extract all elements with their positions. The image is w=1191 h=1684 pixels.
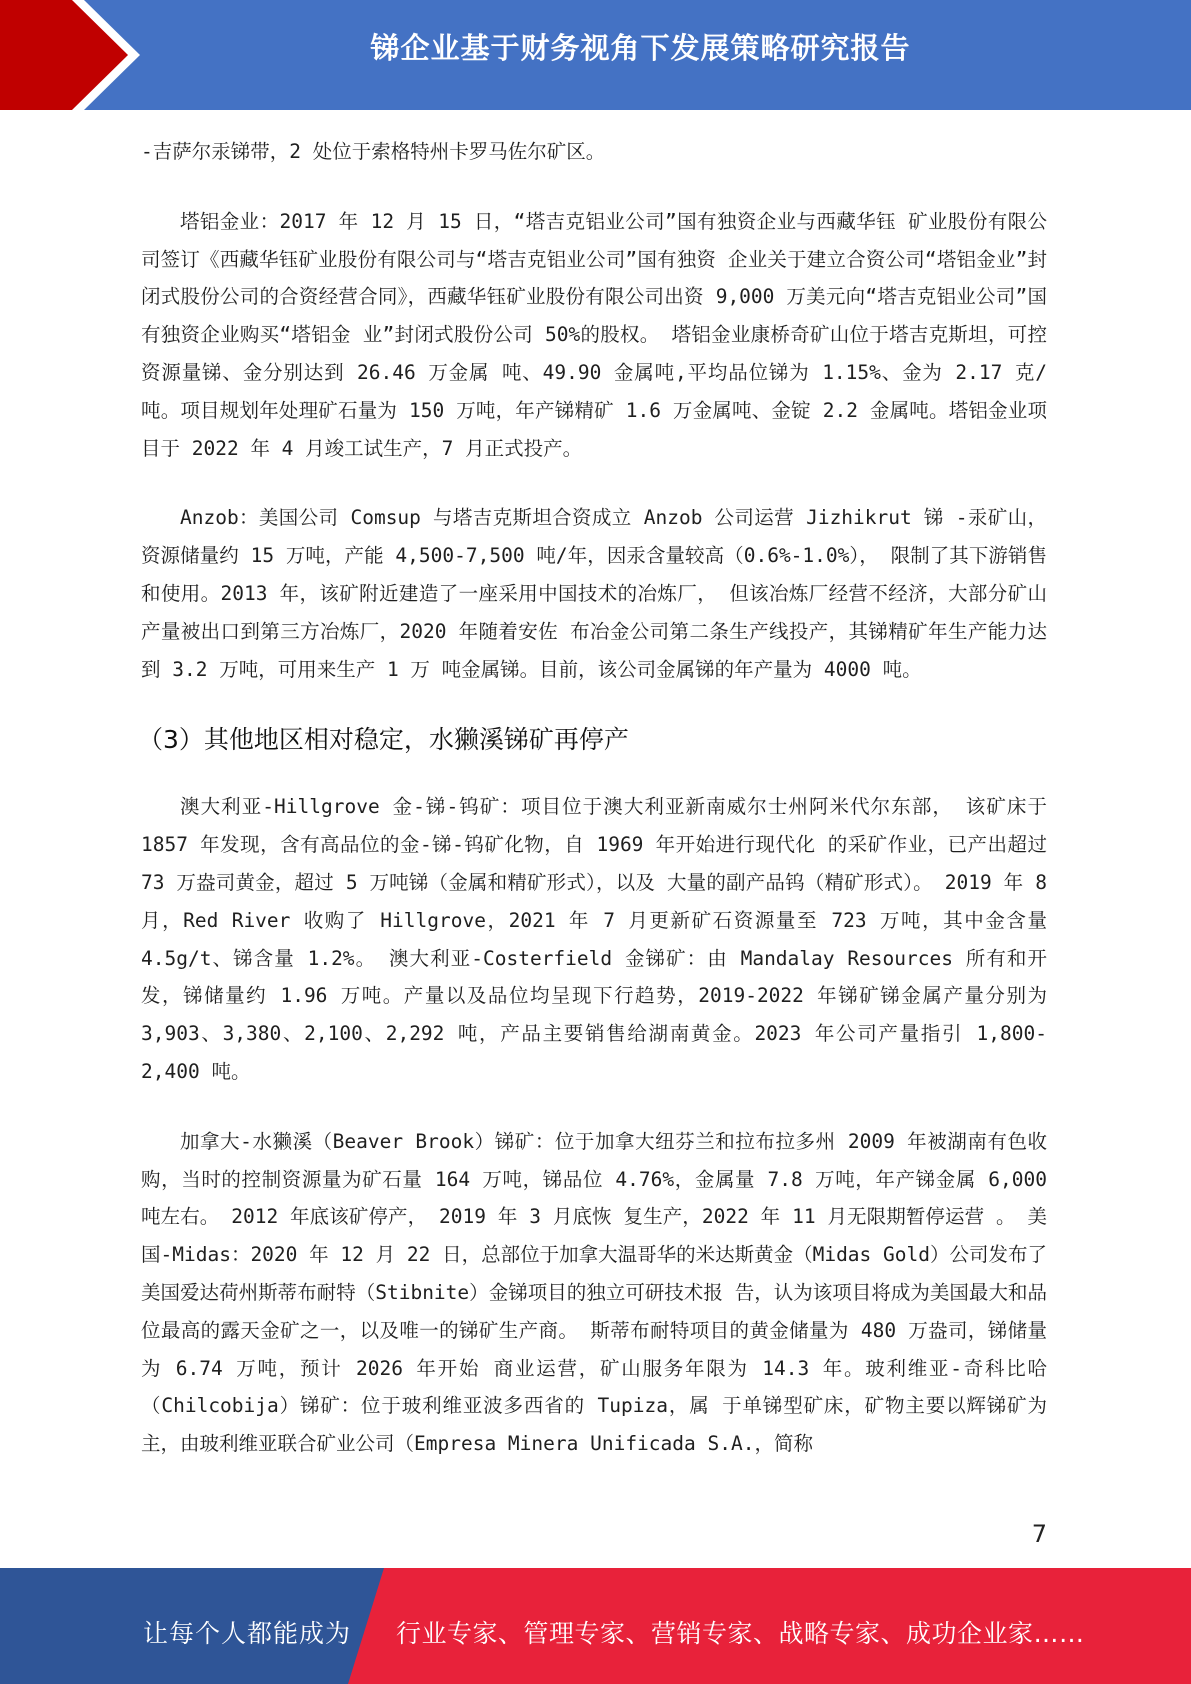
page-footer <box>0 1568 1191 1684</box>
document-body <box>138 133 1047 1495</box>
paragraph-2: 塔铝金业：2017 年 12 月 15 日，“塔吉克铝业公司”国有独资企业与西藏华钰 矿业股份有限公司签订《西藏华钰矿业股份有限公司与“塔吉克铝业公司”国有独资 企业关于建立合资公司“塔铝金业”封闭式股份公司的合资经营合同》，西藏华钰矿业股份有限公司出资 9,000 万美元向“塔吉克铝业公司”国有独资企业购买“塔铝金 业”封闭式股份公司 50%的股权。 塔铝金业康桥奇矿山位于塔吉克斯坦，可控资源量锑、金分别达到 26.46 万金属 吨、49.90 金属吨,平均品位锑为 1.15%、金为 2.17 克/吨。项目规划年处理矿石量为 150 万吨，年产锑精矿 1.6 万金属吨、金锭 2.2 金属吨。塔铝金业项目于 2022 年 4 月竣工试生产，7 月正式投产。 <box>141 209 1047 460</box>
header-title: 锑企业基于财务视角下发展策略研究报告 <box>370 31 911 65</box>
footer-slogan-right: 行业专家、管理专家、营销专家、战略专家、成功企业家…… <box>396 1619 1085 1648</box>
paragraph-5: 加拿大-水獭溪（Beaver Brook）锑矿：位于加拿大纽芬兰和拉布拉多州 2009 年被湖南有色收购，当时的控制资源量为矿石量 164 万吨，锑品位 4.76%，金属量 7.8 万吨，年产锑金属 6,000 吨左右。 2012 年底该矿停产， 2019 年 3 月底恢 复生产，2022 年 11 月无限期暂停运营 。 美国-Midas：2020 年 12 月 22 日，总部位于加拿大温哥华的米达斯黄金（Midas Gold）公司发布了美国爱达荷州斯蒂布耐特（Stibnite）金锑项目的独立可研技术报 告，认为该项目将成为美国最大和品位最高的露天金矿之一，以及唯一的锑矿生产商。 斯蒂布耐特项目的黄金储量为 480 万盎司，锑储量为 6.74 万吨，预计 2026 年开始 商业运营，矿山服务年限为 14.3 年。玻利维亚-奇科比哈（Chilcobija）锑矿：位于玻利维亚波多西省的 Tupiza，属 于单锑型矿床，矿物主要以辉锑矿为主，由玻利维亚联合矿业公司（Empresa Minera Unificada S.A.，简称 <box>141 1129 1047 1456</box>
footer-slogan-left: 让每个人都能成为 <box>143 1619 352 1648</box>
page-number: 7 <box>1031 1520 1047 1548</box>
page-header <box>0 0 1191 110</box>
paragraph-1: -吉萨尔汞锑带，2 处位于索格特州卡罗马佐尔矿区。 <box>141 140 606 163</box>
paragraph-3: Anzob：美国公司 Comsup 与塔吉克斯坦合资成立 Anzob 公司运营 Jizhikrut 锑 -汞矿山，资源储量约 15 万吨，产能 4,500-7,500 吨/年，因汞含量较高（0.6%-1.0%）， 限制了其下游销售和使用。2013 年，该矿附近建造了一座采用中国技术的冶炼厂， 但该冶炼厂经营不经济，大部分矿山产量被出口到第三方冶炼厂，2020 年随着安佐 布冶金公司第二条生产线投产，其锑精矿年生产能力达到 3.2 万吨，可用来生产 1 万 吨金属锑。目前，该公司金属锑的年产量为 4000 吨。 <box>141 506 1047 681</box>
section-heading: （3）其他地区相对稳定，水獭溪锑矿再停产 <box>138 725 629 755</box>
paragraph-4: 澳大利亚-Hillgrove 金-锑-钨矿：项目位于澳大利亚新南威尔士州阿米代尔东部， 该矿床于 1857 年发现，含有高品位的金-锑-钨矿化物，自 1969 年开始进行现代化 的采矿作业，已产出超过 73 万盎司黄金，超过 5 万吨锑（金属和精矿形式），以及 大量的副产品钨（精矿形式）。 2019 年 8 月，Red River 收购了 Hillgrove，2021 年 7 月更新矿石资源量至 723 万吨，其中金含量 4.5g/t、锑含量 1.2%。 澳大利亚-Costerfield 金锑矿：由 Mandalay Resources 所有和开发，锑储量约 1.96 万吨。产量以及品位均呈现下行趋势，2019-2022 年锑矿锑金属产量分别为 3,903、3,380、2,100、2,292 吨，产品主要销售给湖南黄金。2023 年公司产量指引 1,800-2,400 吨。 <box>141 795 1047 1083</box>
